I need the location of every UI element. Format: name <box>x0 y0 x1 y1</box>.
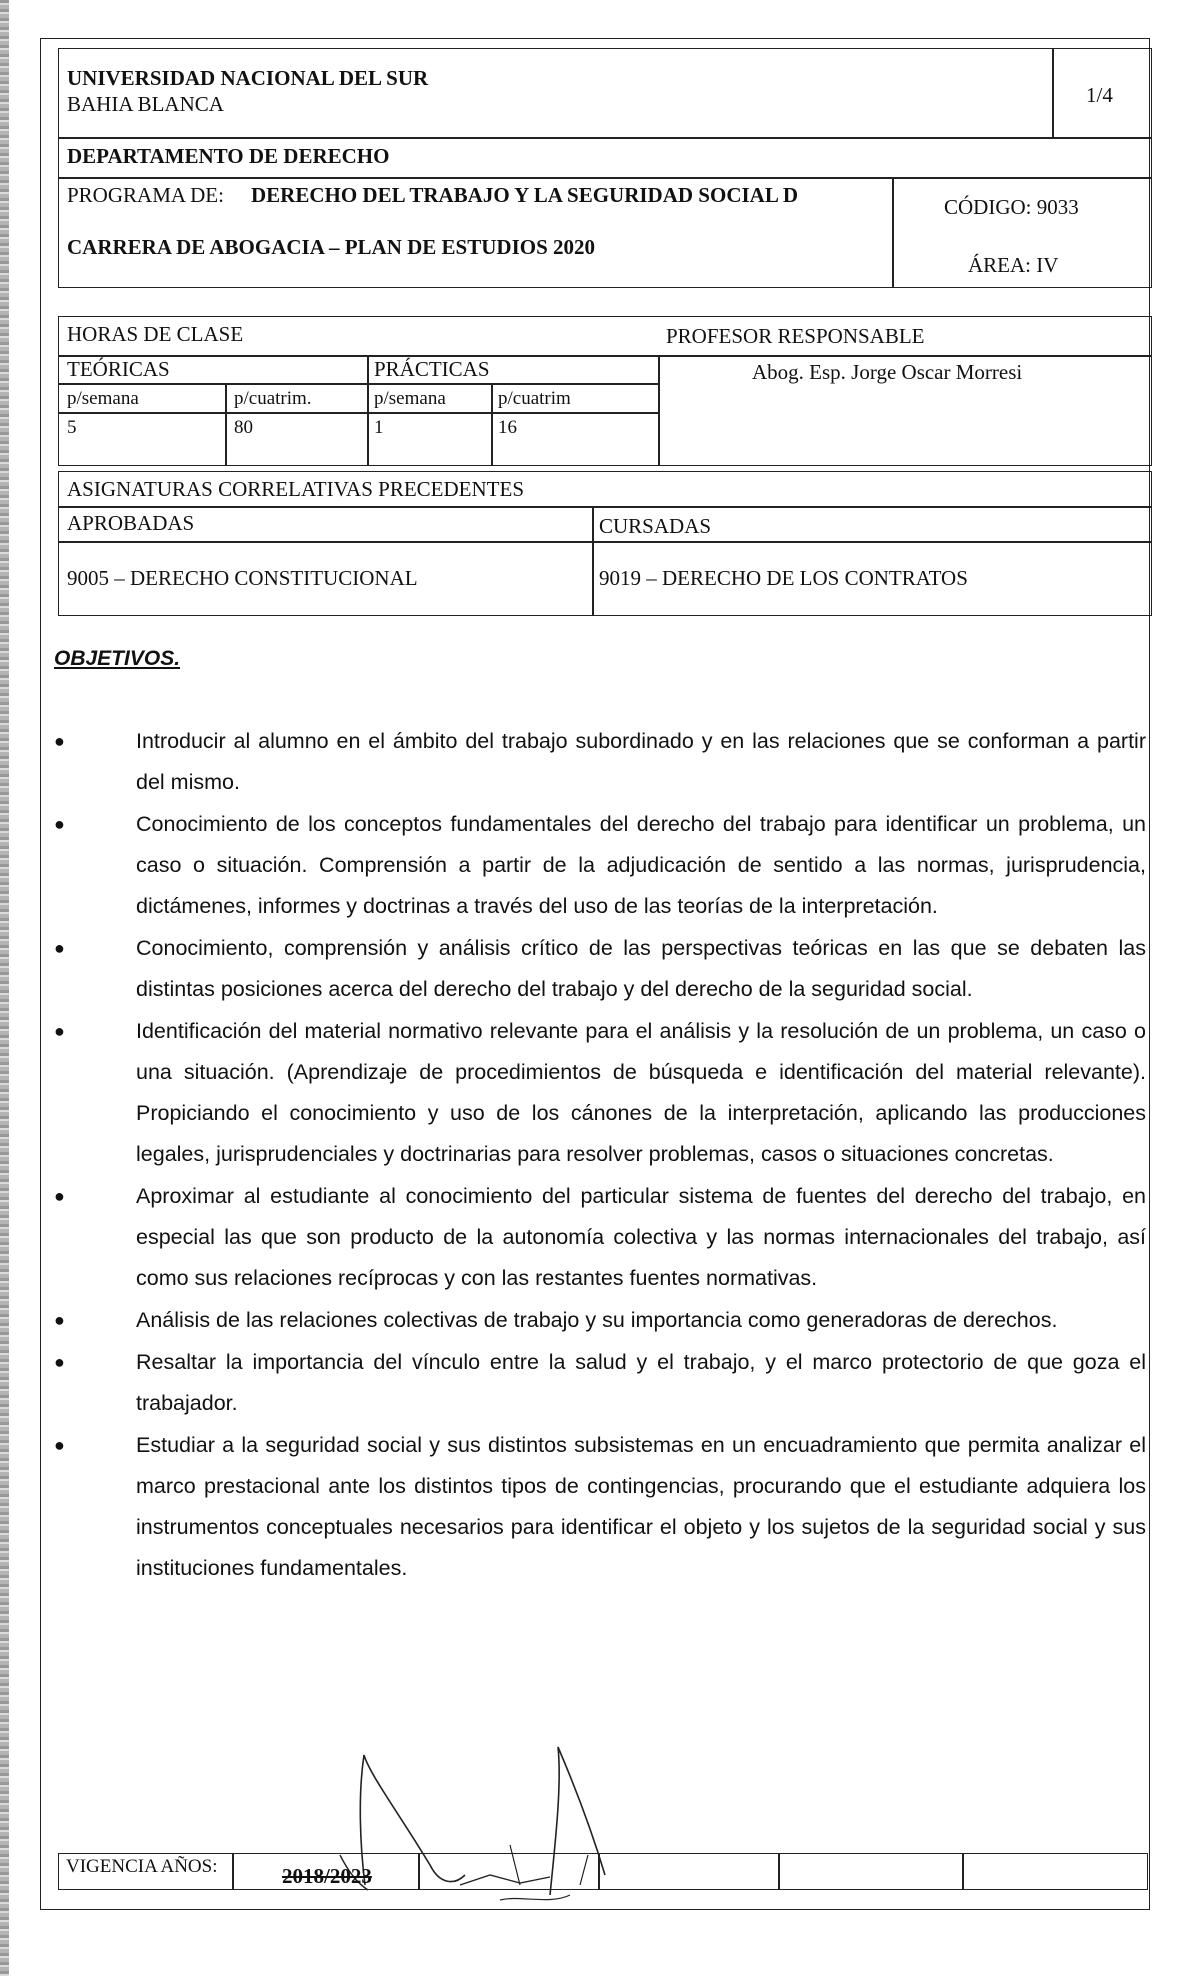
validity-divider <box>778 1853 780 1890</box>
theory-term-label: p/cuatrim. <box>234 388 312 409</box>
theory-label: TEÓRICAS <box>67 357 170 381</box>
practice-term-value: 16 <box>498 417 517 438</box>
list-item <box>54 804 1146 927</box>
validity-divider <box>418 1853 420 1890</box>
objective-text: Resaltar la importancia del vínculo entre la salud y el trabajo, y el marco protectorio de que goza el trabajador. <box>136 1350 1146 1415</box>
bullet-icon: ● <box>54 1186 65 1206</box>
practice-label: PRÁCTICAS <box>374 357 490 381</box>
list-item <box>54 721 1146 803</box>
page-number: 1/4 <box>1086 83 1113 107</box>
taken-label: CURSADAS <box>599 514 712 538</box>
validity-label: VIGENCIA AÑOS: <box>66 1856 218 1877</box>
list-item <box>54 1011 1146 1175</box>
hours-divider <box>58 383 658 385</box>
hours-divider <box>367 355 369 466</box>
approved-label: APROBADAS <box>67 511 195 535</box>
hours-divider <box>658 355 1152 357</box>
scan-edge <box>0 0 9 1976</box>
header-divider <box>58 177 1152 179</box>
program-label: PROGRAMA DE: <box>67 183 224 207</box>
validity-divider <box>598 1853 600 1890</box>
professor-name: Abog. Esp. Jorge Oscar Morresi <box>752 360 1023 384</box>
bullet-icon: ● <box>54 814 65 834</box>
university-name: UNIVERSIDAD NACIONAL DEL SUR <box>67 66 429 90</box>
objective-text: Conocimiento de los conceptos fundamentales del derecho del trabajo para identificar un problema, un caso o situación. Comprensión a partir de la adjudicación de sentido a las normas, jurisprudencia, dictámenes, informes y doctrinas a través del uso de las teorías de la interpretación. <box>136 812 1146 918</box>
taken-subject: 9019 – DERECHO DE LOS CONTRATOS <box>599 566 968 590</box>
objective-text: Identificación del material normativo relevante para el análisis y la resolución de un problema, un caso o una situación. (Aprendizaje de procedimientos de búsqueda e identificación del material relevante). Propiciando el conocimiento y uso de los cánones de la interpretación, aplicando las producciones legales, jurisprudenciales y doctrinarias para resolver problemas, casos o situaciones concretas. <box>136 1019 1146 1166</box>
approved-subject: 9005 – DERECHO CONSTITUCIONAL <box>67 566 418 590</box>
professor-title: PROFESOR RESPONSABLE <box>666 324 925 348</box>
list-item <box>54 1425 1146 1589</box>
bullet-icon: ● <box>54 1435 65 1455</box>
practice-week-label: p/semana <box>374 388 446 409</box>
city-name: BAHIA BLANCA <box>67 92 224 116</box>
hours-divider <box>225 383 227 466</box>
hours-title: HORAS DE CLASE <box>67 322 244 346</box>
list-item <box>54 1342 1146 1424</box>
theory-week-value: 5 <box>67 417 77 438</box>
correlatives-title: ASIGNATURAS CORRELATIVAS PRECEDENTES <box>67 477 524 501</box>
correlatives-divider <box>592 506 594 616</box>
correlatives-divider <box>58 506 1152 508</box>
department-name: DEPARTAMENTO DE DERECHO <box>67 144 390 168</box>
career-name: CARRERA DE ABOGACIA – PLAN DE ESTUDIOS 2020 <box>67 235 596 259</box>
correlatives-divider <box>58 541 1152 543</box>
list-item <box>54 928 1146 1010</box>
validity-divider <box>232 1853 234 1890</box>
bullet-icon: ● <box>54 938 65 958</box>
theory-term-value: 80 <box>234 417 253 438</box>
validity-divider <box>962 1853 964 1890</box>
bullet-icon: ● <box>54 1310 65 1330</box>
objective-text: Introducir al alumno en el ámbito del trabajo subordinado y en las relaciones que se conforman a partir del mismo. <box>136 729 1146 794</box>
objective-text: Análisis de las relaciones colectivas de trabajo y su importancia como generadoras de derechos. <box>136 1308 1058 1332</box>
header-divider <box>58 137 1152 139</box>
bullet-icon: ● <box>54 1352 65 1372</box>
course-area: ÁREA: IV <box>968 253 1059 277</box>
objectives-title: OBJETIVOS. <box>54 647 181 670</box>
list-item <box>54 1300 1146 1341</box>
validity-years: 2018/2023 <box>282 1864 372 1888</box>
header-divider <box>1052 48 1054 138</box>
objective-text: Conocimiento, comprensión y análisis crítico de las perspectivas teóricas en las que se debaten las distintas posiciones acerca del derecho del trabajo y del derecho de la seguridad social. <box>136 936 1146 1001</box>
theory-week-label: p/semana <box>67 388 139 409</box>
program-name: DERECHO DEL TRABAJO Y LA SEGURIDAD SOCIAL D <box>251 183 799 207</box>
objective-text: Estudiar a la seguridad social y sus distintos subsistemas en un encuadramiento que permita analizar el marco prestacional ante los distintos tipos de contingencias, procurando que el estudiante adquiera los instrumentos conceptuales necesarios para identificar el objeto y los sujetos de la seguridad social y sus instituciones fundamentales. <box>136 1433 1146 1580</box>
course-code: CÓDIGO: 9033 <box>944 195 1079 219</box>
validity-row <box>58 1853 1148 1890</box>
hours-divider <box>658 355 660 466</box>
objectives-list <box>54 721 1146 1590</box>
practice-term-label: p/cuatrim <box>498 388 571 409</box>
hours-divider <box>58 412 658 414</box>
list-item <box>54 1176 1146 1299</box>
bullet-icon: ● <box>54 1021 65 1041</box>
bullet-icon: ● <box>54 731 65 751</box>
hours-divider <box>491 383 493 466</box>
objective-text: Aproximar al estudiante al conocimiento del particular sistema de fuentes del derecho del trabajo, en especial las que son producto de la autonomía colectiva y las normas internacionales del trabajo, así como sus relaciones recíprocas y con las restantes fuentes normativas. <box>136 1184 1146 1290</box>
practice-week-value: 1 <box>374 417 384 438</box>
header-divider <box>892 177 894 288</box>
